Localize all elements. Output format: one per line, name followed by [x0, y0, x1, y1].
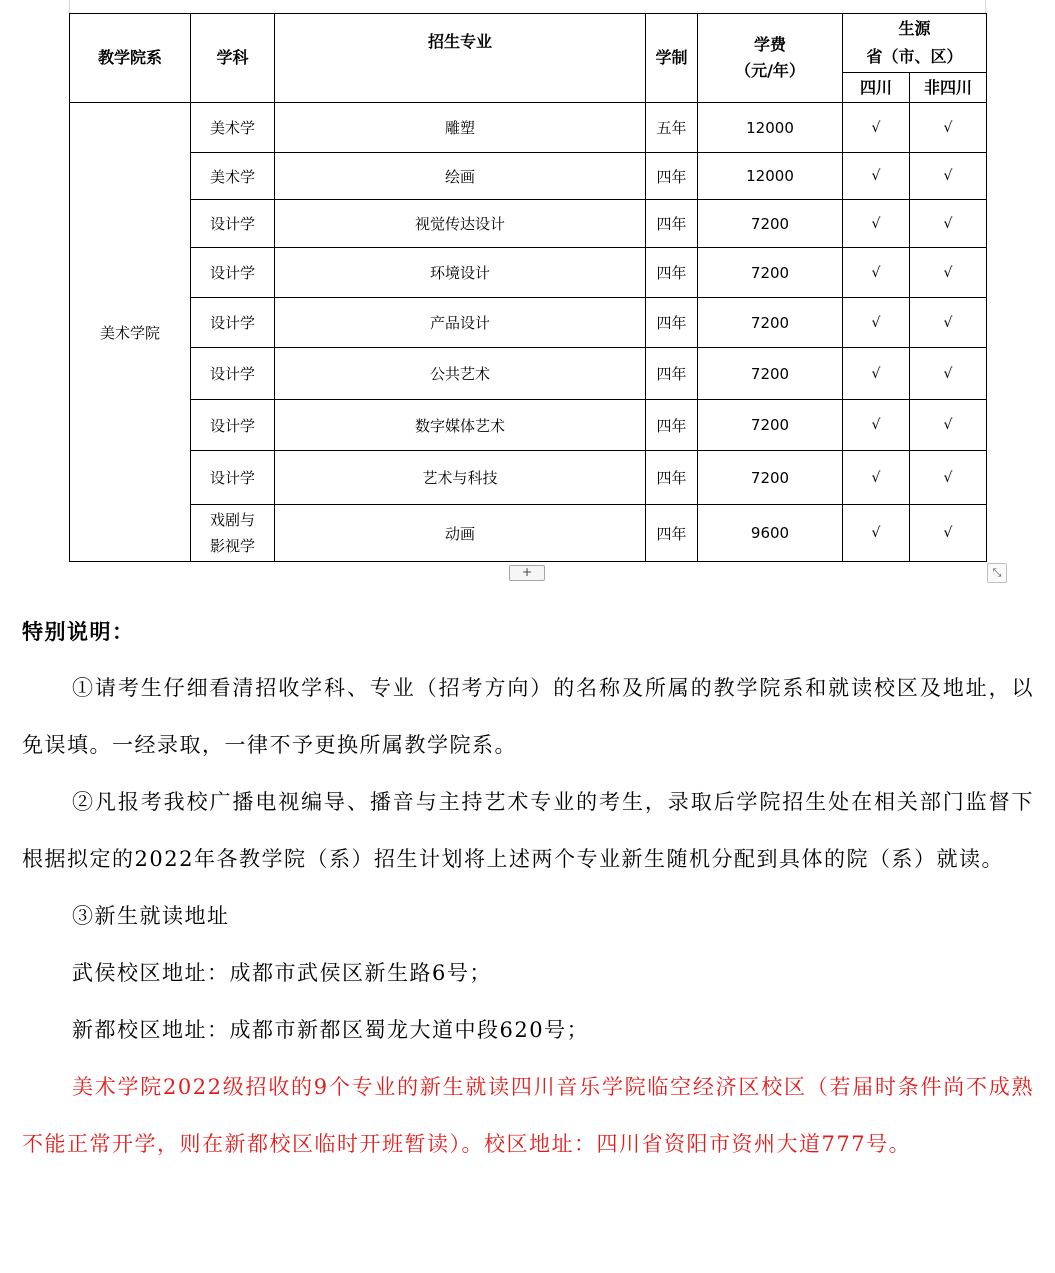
subject-cell: 设计学 [191, 348, 275, 400]
subject-cell: 设计学 [191, 248, 275, 298]
header-sichuan: 四川 [843, 73, 910, 103]
table-row [70, 505, 987, 562]
non-sichuan-check-mark: √ [910, 348, 987, 400]
duration-cell: 五年 [646, 103, 698, 153]
table-row [70, 298, 987, 348]
art-college-campus-note: 美术学院2022级招收的9个专业的新生就读四川音乐学院临空经济区校区（若届时条件尚不成熟不能正常开学，则在新都校区临时开班暂读）。校区地址：四川省资阳市资州大道777号。 [22, 1075, 1034, 1156]
non-sichuan-check-mark: √ [910, 298, 987, 348]
duration-cell: 四年 [646, 451, 698, 505]
subject-cell: 设计学 [191, 298, 275, 348]
header-major: 招生专业 [275, 14, 646, 103]
major-cell: 绘画 [275, 153, 646, 200]
fee-cell: 12000 [698, 103, 843, 153]
fee-cell: 12000 [698, 153, 843, 200]
note-paragraph-1: ①请考生仔细看清招收学科、专业（招考方向）的名称及所属的教学院系和就读校区及地址，以免误填。一经录取，一律不予更换所属教学院系。 [22, 676, 1034, 757]
non-sichuan-check-mark: √ [910, 451, 987, 505]
major-cell: 视觉传达设计 [275, 200, 646, 248]
sichuan-check-mark: √ [843, 400, 910, 451]
subject-cell: 设计学 [191, 400, 275, 451]
non-sichuan-check-mark: √ [910, 505, 987, 562]
duration-cell: 四年 [646, 505, 698, 562]
duration-cell: 四年 [646, 400, 698, 451]
table-row [70, 451, 987, 505]
major-cell: 数字媒体艺术 [275, 400, 646, 451]
table-row [70, 103, 987, 153]
sichuan-check-mark: √ [843, 348, 910, 400]
major-cell: 产品设计 [275, 298, 646, 348]
sichuan-check-mark: √ [843, 153, 910, 200]
major-cell: 环境设计 [275, 248, 646, 298]
header-subject: 学科 [191, 14, 275, 103]
sichuan-check-mark: √ [843, 248, 910, 298]
table-row [70, 348, 987, 400]
resize-handle-icon[interactable]: ⤡ [987, 563, 1007, 583]
duration-cell: 四年 [646, 348, 698, 400]
wuhou-campus-address: 武侯校区地址：成都市武侯区新生路6号； [72, 961, 492, 985]
fee-cell: 7200 [698, 348, 843, 400]
add-row-button[interactable]: + [509, 565, 545, 581]
page-edge-right [985, 0, 986, 14]
major-cell: 雕塑 [275, 103, 646, 153]
sichuan-check-mark: √ [843, 505, 910, 562]
enrollment-plan-table [69, 13, 987, 562]
fee-cell: 7200 [698, 451, 843, 505]
fee-cell: 7200 [698, 400, 843, 451]
duration-cell: 四年 [646, 153, 698, 200]
subject-cell: 美术学 [191, 153, 275, 200]
special-notes [22, 612, 1034, 1173]
non-sichuan-check-mark: √ [910, 248, 987, 298]
page-edge-left [69, 0, 70, 14]
header-dept: 教学院系 [70, 14, 191, 103]
sichuan-check-mark: √ [843, 200, 910, 248]
non-sichuan-check-mark: √ [910, 153, 987, 200]
subject-cell: 戏剧与 影视学 [191, 505, 275, 562]
sichuan-check-mark: √ [843, 103, 910, 153]
header-non-sichuan: 非四川 [910, 73, 987, 103]
major-cell: 动画 [275, 505, 646, 562]
table-row [70, 400, 987, 451]
header-origin: 生源 省（市、区） [843, 14, 987, 73]
note-paragraph-2: ②凡报考我校广播电视编导、播音与主持艺术专业的考生，录取后学院招生处在相关部门监督下根据拟定的2022年各教学院（系）招生计划将上述两个专业新生随机分配到具体的院（系）就读。 [22, 790, 1034, 871]
subject-cell: 设计学 [191, 200, 275, 248]
duration-cell: 四年 [646, 298, 698, 348]
header-duration: 学制 [646, 14, 698, 103]
sichuan-check-mark: √ [843, 298, 910, 348]
duration-cell: 四年 [646, 248, 698, 298]
duration-cell: 四年 [646, 200, 698, 248]
fee-cell: 9600 [698, 505, 843, 562]
table-row [70, 248, 987, 298]
table-row [70, 153, 987, 200]
subject-cell: 美术学 [191, 103, 275, 153]
non-sichuan-check-mark: √ [910, 400, 987, 451]
note-paragraph-3: ③新生就读地址 [72, 904, 230, 928]
dept-cell: 美术学院 [70, 103, 191, 562]
non-sichuan-check-mark: √ [910, 103, 987, 153]
fee-cell: 7200 [698, 248, 843, 298]
non-sichuan-check-mark: √ [910, 200, 987, 248]
subject-cell: 设计学 [191, 451, 275, 505]
xindu-campus-address: 新都校区地址：成都市新都区蜀龙大道中段620号； [72, 1018, 590, 1042]
table-row [70, 200, 987, 248]
fee-cell: 7200 [698, 298, 843, 348]
header-fee: 学费 （元/年） [698, 14, 843, 103]
major-cell: 艺术与科技 [275, 451, 646, 505]
notes-title: 特别说明： [22, 619, 135, 644]
sichuan-check-mark: √ [843, 451, 910, 505]
major-cell: 公共艺术 [275, 348, 646, 400]
fee-cell: 7200 [698, 200, 843, 248]
